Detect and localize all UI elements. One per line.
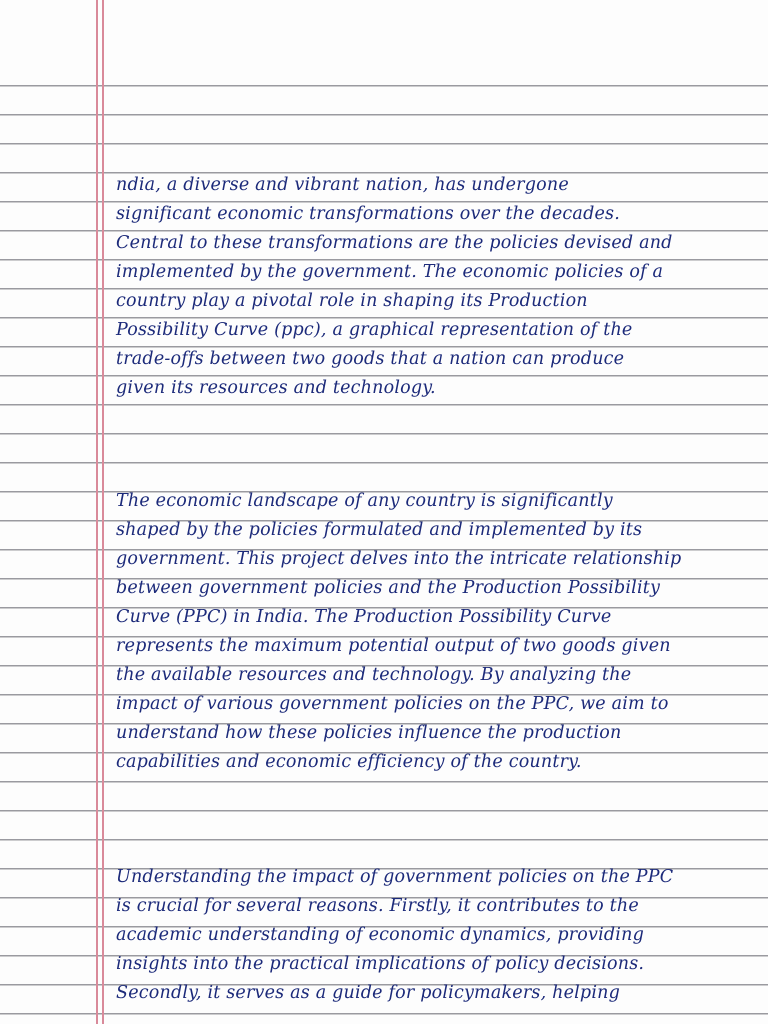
text-line: Secondly, it serves as a guide for policymakers, helping — [116, 983, 621, 1003]
text-line: The economic landscape of any country is significantly — [116, 491, 613, 511]
text-line: given its resources and technology. — [116, 378, 436, 398]
text-line: shaped by the policies formulated and implemented by its — [116, 520, 643, 540]
text-line: insights into the practical implications of policy decisions. — [116, 954, 645, 974]
text-line: academic understanding of economic dynamics, providing — [116, 925, 644, 945]
paragraph-intro — [116, 171, 756, 403]
text-line: trade-offs between two goods that a nation can produce — [116, 349, 625, 369]
text-line: impact of various government policies on the PPC, we aim to — [116, 694, 669, 714]
text-line: the available resources and technology. By analyzing the — [116, 665, 632, 685]
text-line: implemented by the government. The economic policies of a — [116, 262, 664, 282]
text-line: Curve (PPC) in India. The Production Possibility Curve — [116, 607, 612, 627]
text-line: capabilities and economic efficiency of the country. — [116, 752, 582, 772]
text-line: Central to these transformations are the policies devised and — [116, 233, 673, 253]
text-line: country play a pivotal role in shaping its Production — [116, 291, 588, 311]
text-line: Possibility Curve (ppc), a graphical representation of the — [116, 320, 633, 340]
text-line: between government policies and the Production Possibility — [116, 578, 661, 598]
text-line: Understanding the impact of government policies on the PPC — [116, 867, 674, 887]
text-line: government. This project delves into the intricate relationship — [116, 549, 682, 569]
text-line: understand how these policies influence the production — [116, 723, 622, 743]
paragraph-importance — [116, 863, 756, 1008]
text-line: represents the maximum potential output of two goods given — [116, 636, 671, 656]
margin-line-left — [96, 0, 98, 1024]
paragraph-landscape — [116, 487, 756, 777]
text-line: significant economic transformations over the decades. — [116, 204, 620, 224]
text-line: ndia, a diverse and vibrant nation, has undergone — [116, 175, 569, 195]
page-header-space — [0, 0, 768, 84]
margin-line-right — [102, 0, 104, 1024]
text-line: is crucial for several reasons. Firstly, it contributes to the — [116, 896, 639, 916]
